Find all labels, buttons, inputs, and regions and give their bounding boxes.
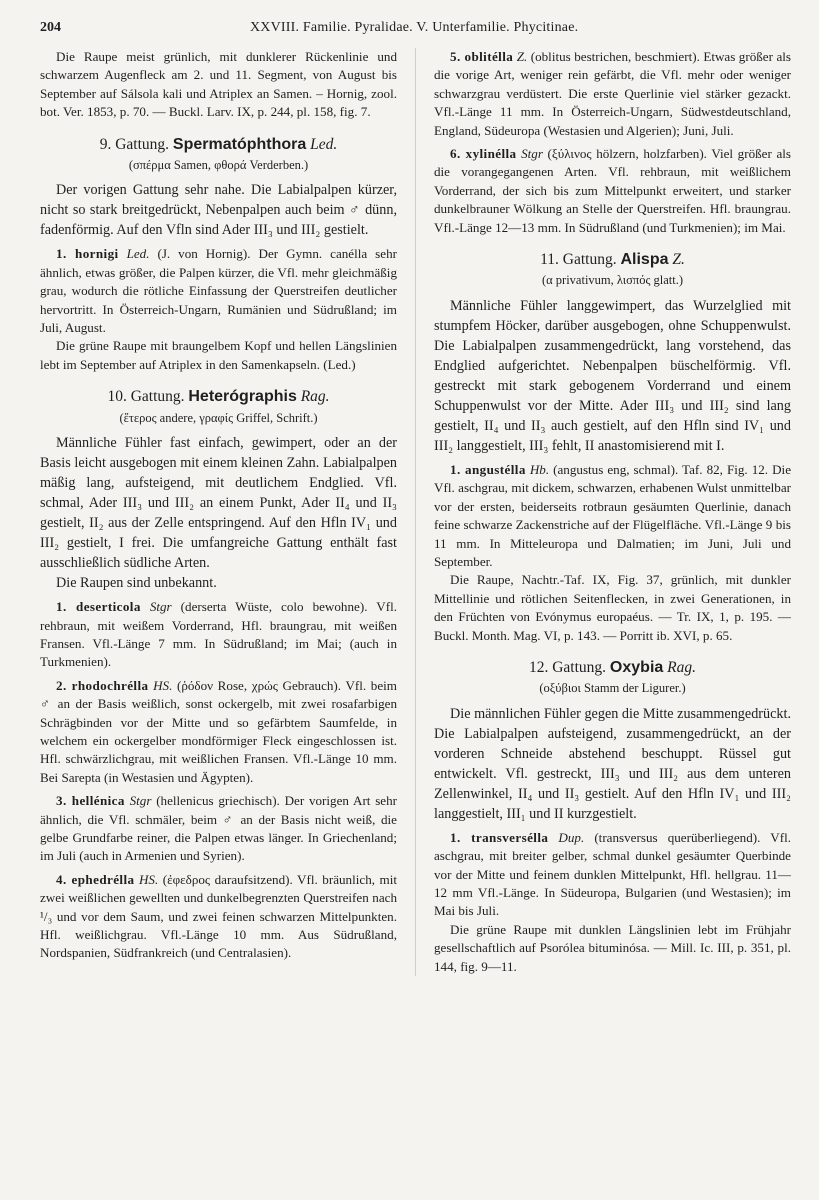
genus-author: Rag. xyxy=(667,658,696,676)
genus-author: Led. xyxy=(310,135,338,153)
species-author: HS. xyxy=(153,677,173,693)
species-text: (hellenicus griechisch). Der vorigen Art sehr ähnlich, die Vfl. schmäler, beim ♂ an der Basis nicht weiß, die gelbe Grundfarbe reiner, die Palpen etwas länger. In Griechenland; im Juli (auch in Armenien und Syrien). xyxy=(40,793,398,864)
genus-description: Die männlichen Fühler gegen die Mitte zusammengedrückt. Die Labialpalpen aufsteigend, zusammengedrückt, an der vorderen Schneide abstehend beschuppt. Rüssel gut entwickelt. Vfl. gestreckt, III₃ und III₂ aus dem unteren Zellenwinkel, II₄ und II₃ gestielt. Auf den Hfln IV₁ und III₂ langgestielt, III₁ und II kurzgestielt. xyxy=(434,705,791,822)
species-text: (ῥόδον Rose, χρώς Gebrauch). Vfl. beim ♂ an der Basis weißlich, sonst ockergelb, mit zwei rosafarbigen Schrägbinden vor der Mitte und so gefärbtem Saumfelde, in welchem ein ockergelber mondförmiger Fleck eingeschlossen ist. Hfl. schwärzlichgrau, mit weißlichen Fransen. Vfl.-Länge 10 mm. Bei Sarepta (in Westasien und Ägypten). xyxy=(40,677,397,785)
page-header xyxy=(40,20,791,48)
genus-name: Oxybia xyxy=(609,658,664,676)
species-text: (J. von Hornig). Der Gymn. canélla sehr ähnlich, etwas größer, die Palpen kürzer, die Vfl. mehr gleichmäßig grau, wodurch die rötliche Einfassung der Querstreifen deutlicher hervortritt. In Österreich-Ungarn, Rumänien und Südrußland; im Juli, August. xyxy=(40,246,397,336)
paragraph: Die grüne Raupe mit braungelbem Kopf und hellen Längslinien lebt im September auf Atriplex in den Samenkapseln. (Led.) xyxy=(40,338,397,372)
species-author: Stgr xyxy=(149,599,172,615)
paragraph: Die Raupe, Nachtr.-Taf. IX, Fig. 37, grünlich, mit dunkler Mittellinie und rötlichen Seitenflecken, in zwei Generationen, in den Früchten von Evónymus europaéus. — Tr. IX, 1, p. 195. — Buckl. Month. Mag. VI, p. 143. — Porritt ib. XVI, p. 65. xyxy=(434,572,791,643)
genus-label: 11. Gattung. xyxy=(540,251,617,269)
genus-etymology: (οξύβιοι Stamm der Ligurer.) xyxy=(539,681,686,696)
running-title: XXVIII. Familie. Pyralidae. V. Unterfamilie. Phycitinae. xyxy=(250,20,579,35)
species-text: (transversus querüberliegend). Vfl. aschgrau, mit breiter gelber, schmal dunkel gesäumter Querbinde vor der Mitte und feinem dunklen Mittelpunkt, Hfl. hellgrau. 11—12 mm Vfl.-Länge. In Südeuropa, Bulgarien (und Westasien); im Mai bis Juli. xyxy=(434,829,791,919)
genus-name: Heterógraphis xyxy=(188,388,297,406)
genus-etymology: (α privativum, λισπός glatt.) xyxy=(541,273,684,288)
species-name: 4. ephedrélla xyxy=(56,871,135,887)
species-author: Stgr xyxy=(129,793,152,809)
species-entry xyxy=(40,677,397,787)
species-text: (angustus eng, schmal). Taf. 82, Fig. 12. Die Vfl. aschgrau, mit dickem, schwarzen, erhabenen Wulst unmittelbar vor der ersten, beiderseits rotbraun gesäumten Querlinie, danach feine schwarze Zackenstriche auf der Flügelfläche. Vfl.-Länge 9 bis 11 mm. In Mitteleuropa und Dalmatien; im Juni, Juli und September. xyxy=(434,461,792,569)
species-name: 2. rhodochrélla xyxy=(56,677,149,693)
genus-name: Spermatóphthora xyxy=(172,135,307,153)
page-number: 204 xyxy=(40,20,61,35)
genus-description: Männliche Fühler fast einfach, gewimpert, oder an der Basis leicht ausgebogen mit einem kleinen Zahn. Labialpalpen mäßig lang, aufsteigend, mit deutlichem Endglied. Vfl. schmal, Ader III₃ und III₂ an einem Punkt, Ader II₄ und II₃ gestielt, II₂ aus der Zelle entspringend. Auf den Hfln IV₁ und III₂ gestielt, I frei. Die umfangreiche Gattung enthält fast ausschließlich südliche Arten. xyxy=(40,435,397,572)
species-entry xyxy=(434,829,791,921)
paragraph: Die Raupe meist grünlich, mit dunklerer Rückenlinie und schwarzem Augenfleck am 2. und 11. Segment, von August bis September auf Sálsola kali und Atriplex an Samen. – Hornig, zool. bot. Ver. 1853, p. 70. — Buckl. Larv. IX, p. 244, pl. 158, fig. 7. xyxy=(40,49,397,120)
species-text: (ἐφεδρος daraufsitzend). Vfl. bräunlich, mit zwei weißlichen gewellten und dunkelbegrenzten Querstreifen nach ¹/₃ und vor dem Saum, und zwei feinen schwarzen Mittelpunkten. Hfl. weißlichgrau. Vfl.-Länge 10 mm. Aus Südrußland, Nordspanien, Südfrankreich (und Centralasien). xyxy=(40,871,397,961)
species-entry xyxy=(40,792,397,866)
paragraph: Die Raupen sind unbekannt. xyxy=(56,575,217,592)
genus-heading xyxy=(40,388,397,406)
genus-author: Z. xyxy=(672,251,685,269)
species-name: 3. hellénica xyxy=(56,793,125,809)
genus-heading xyxy=(434,659,791,677)
left-column xyxy=(40,48,416,976)
genus-etymology: (σπέρμα Samen, φθορά Verderben.) xyxy=(128,158,309,173)
genus-heading xyxy=(40,136,397,154)
species-entry xyxy=(434,48,791,140)
species-author: Z. xyxy=(516,49,528,64)
paragraph: Die grüne Raupe mit dunklen Längslinien lebt im Frühjahr gesellschaftlich auf Psorólea bituminósa. — Mill. Ic. III, p. 351, pl. 144, fig. 9—11. xyxy=(434,921,791,974)
species-entry xyxy=(40,871,397,963)
genus-label: 10. Gattung. xyxy=(107,388,185,406)
species-entry xyxy=(434,461,791,571)
genus-heading xyxy=(434,251,791,269)
genus-author: Rag. xyxy=(300,388,330,406)
species-entry xyxy=(434,145,791,237)
species-author: Stgr xyxy=(521,146,543,162)
genus-name: Alispa xyxy=(620,251,669,269)
species-author: Hb. xyxy=(529,461,550,477)
genus-etymology: (ἕτερος andere, γραφίς Griffel, Schrift.) xyxy=(119,410,318,425)
species-author: Led. xyxy=(126,246,150,262)
species-text: (ξύλινος hölzern, holzfarben). Viel größer als die vorangegangenen Arten. Vfl. rehbraun, mit weißlichem Vorderrand, der sich bis zum Mittelpunkt erweitert, und starker dunkelbrauner Wölkung an Stelle der Querstreifen. Hfl. braungrau. Vfl.-Länge 12—13 mm. In Südrußland (und Turkmenien); im Mai. xyxy=(434,146,791,235)
genus-description: Der vorigen Gattung sehr nahe. Die Labialpalpen kürzer, nicht so stark breitgedrückt, Nebenpalpen auch beim ♂ dünn, fadenförmig. Auf den Vfln sind Ader III₃ und III₂ gestielt. xyxy=(40,182,397,239)
species-name: 1. hornigi xyxy=(56,246,119,262)
species-entry xyxy=(40,598,397,672)
right-column xyxy=(416,48,791,976)
species-name: 5. oblitélla xyxy=(450,49,514,64)
genus-label: 9. Gattung. xyxy=(99,135,170,153)
species-name: 1. angustélla xyxy=(450,461,526,477)
species-name: 1. transversélla xyxy=(450,829,549,845)
genus-description: Männliche Fühler langgewimpert, das Wurzelglied mit stumpfem Höcker, darüber ausgebogen, ohne Schuppenwulst. Die Labialpalpen zusammengedrückt, lang vorstehend, das Endglied aufgerichtet. Nebenpalpen büschelförmig. Vfl. gestreckt mit stark gebogenem Vorderrand und einem Schuppenwulst vor der Mitte. Ader III₃ und III₂ sind lang gestielt, II₄ und II₃ auch gestielt, auf den Hfln sind IV₁ und III₂ langgestielt, III₃ fehlt, II anastomisierend mit I. xyxy=(434,297,791,454)
species-author: HS. xyxy=(138,871,159,887)
species-text: (oblitus bestrichen, beschmiert). Etwas größer als die vorige Art, weniger rein gefärbt, die Vfl. mehr oder weniger schwarzgrau verdüstert. Die erste Querlinie viel stärker gezackt. Vfl.-Länge 11 mm. In Österreich-Ungarn, Südwestdeutschland, England, Südeuropa (Westasien und Algerien); Juni, Juli. xyxy=(434,49,791,138)
genus-label: 12. Gattung. xyxy=(528,658,607,676)
species-text: (derserta Wüste, colo bewohne). Vfl. rehbraun, mit weißem Vorderrand, Hfl. braungrau, mit weißen Fransen. Vfl.-Länge 7 mm. In Südrußland; im Mai; (auch in Turkmenien). xyxy=(40,599,397,670)
two-column-body xyxy=(40,48,791,976)
species-name: 1. deserticola xyxy=(56,599,141,615)
species-author: Dup. xyxy=(558,829,585,845)
species-entry xyxy=(40,245,397,337)
species-name: 6. xylinélla xyxy=(450,146,517,162)
